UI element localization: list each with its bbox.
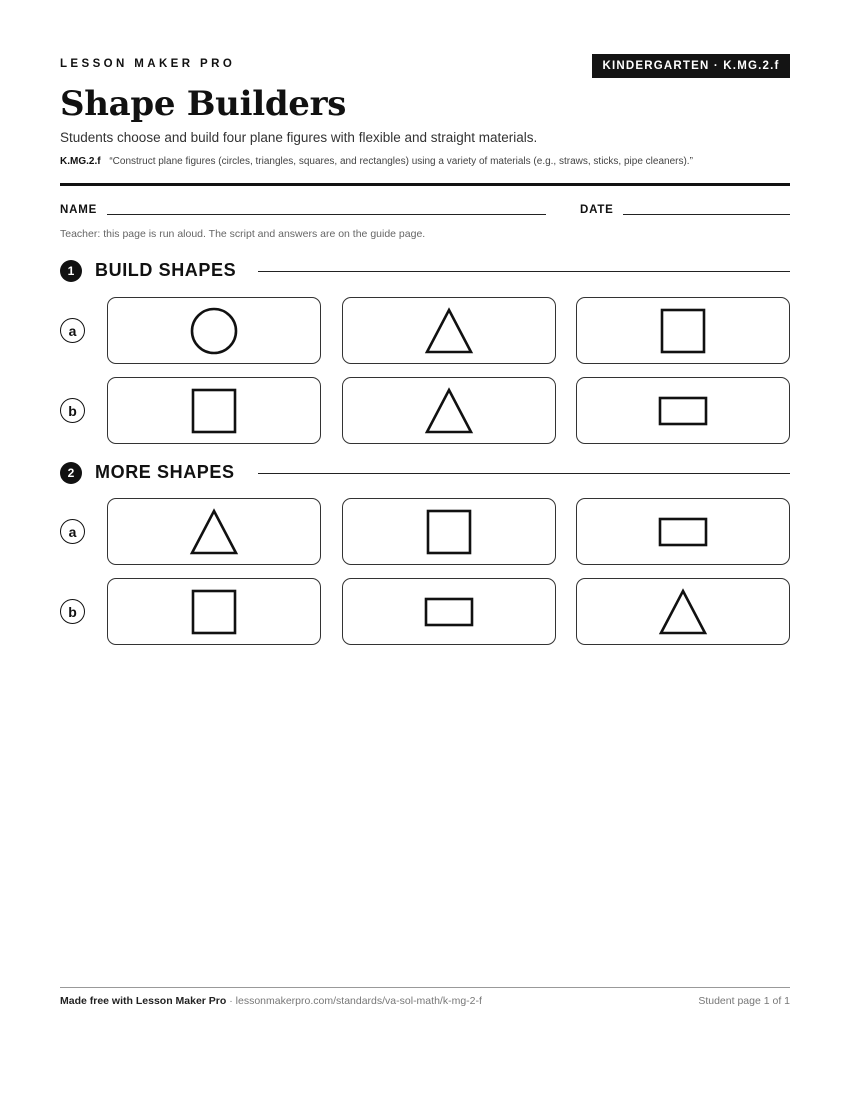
triangle-icon <box>653 587 713 637</box>
section-number: 2 <box>60 462 82 484</box>
rectangle-outline <box>426 599 472 625</box>
shape-card <box>576 578 790 645</box>
square-outline <box>193 390 235 432</box>
brand-name: LESSON MAKER PRO <box>60 58 236 70</box>
shape-card <box>107 377 321 444</box>
square-icon <box>653 306 713 356</box>
shape-card <box>342 297 556 364</box>
square-icon <box>184 386 244 436</box>
row-label: a <box>60 519 85 544</box>
name-label: NAME <box>60 204 98 216</box>
standard-statement <box>60 156 693 167</box>
triangle-outline <box>427 310 471 352</box>
shape-card <box>576 297 790 364</box>
row-label: b <box>60 599 85 624</box>
circle-icon <box>184 306 244 356</box>
section-divider <box>258 271 790 272</box>
teacher-note: Teacher: this page is run aloud. The script and answers are on the guide page. <box>60 228 426 240</box>
rectangle-icon <box>653 386 713 436</box>
triangle-icon <box>419 306 479 356</box>
triangle-icon <box>419 386 479 436</box>
rectangle-outline <box>660 519 706 545</box>
square-icon <box>184 587 244 637</box>
shape-card <box>107 578 321 645</box>
triangle-outline <box>427 390 471 432</box>
rectangle-outline <box>660 398 706 424</box>
standard-text: “Construct plane figures (circles, triangles, squares, and rectangles) using a variety of materials (e.g., straws, sticks, pipe cleaners).” <box>109 156 693 167</box>
triangle-outline <box>192 511 236 553</box>
triangle-icon <box>184 507 244 557</box>
rectangle-icon <box>653 507 713 557</box>
footer-made-with: Made free with Lesson Maker Pro <box>60 995 227 1007</box>
section-title: MORE SHAPES <box>95 462 235 482</box>
standard-code: K.MG.2.f <box>60 156 101 167</box>
rectangle-icon <box>419 587 479 637</box>
name-field[interactable] <box>107 214 546 215</box>
section-title: BUILD SHAPES <box>95 260 237 280</box>
page-subtitle: Students choose and build four plane figures with flexible and straight materials. <box>60 130 538 145</box>
page-title: Shape Builders <box>60 84 347 124</box>
section-divider <box>258 473 790 474</box>
square-outline <box>662 310 704 352</box>
shape-card <box>107 297 321 364</box>
square-outline <box>428 511 470 553</box>
row-label: a <box>60 318 85 343</box>
shape-card <box>576 498 790 565</box>
header-divider <box>60 183 790 186</box>
circle-outline <box>192 309 236 353</box>
section-heading <box>60 461 790 485</box>
date-label: DATE <box>580 204 614 216</box>
section-number: 1 <box>60 260 82 282</box>
grade-badge: KINDERGARTEN · K.MG.2.f <box>592 54 790 78</box>
footer-credit <box>60 995 482 1007</box>
section-heading <box>60 259 790 283</box>
date-field[interactable] <box>623 214 790 215</box>
footer-page-info: Student page 1 of 1 <box>698 995 790 1007</box>
square-outline <box>193 591 235 633</box>
square-icon <box>419 507 479 557</box>
shape-card <box>107 498 321 565</box>
shape-card <box>342 498 556 565</box>
row-label: b <box>60 398 85 423</box>
footer-url[interactable]: lessonmakerpro.com/standards/va-sol-math/k-mg-2-f <box>235 995 482 1007</box>
triangle-outline <box>661 591 705 633</box>
footer-divider <box>60 987 790 988</box>
shape-card <box>342 377 556 444</box>
shape-card <box>342 578 556 645</box>
shape-card <box>576 377 790 444</box>
footer-separator: · <box>226 995 236 1007</box>
